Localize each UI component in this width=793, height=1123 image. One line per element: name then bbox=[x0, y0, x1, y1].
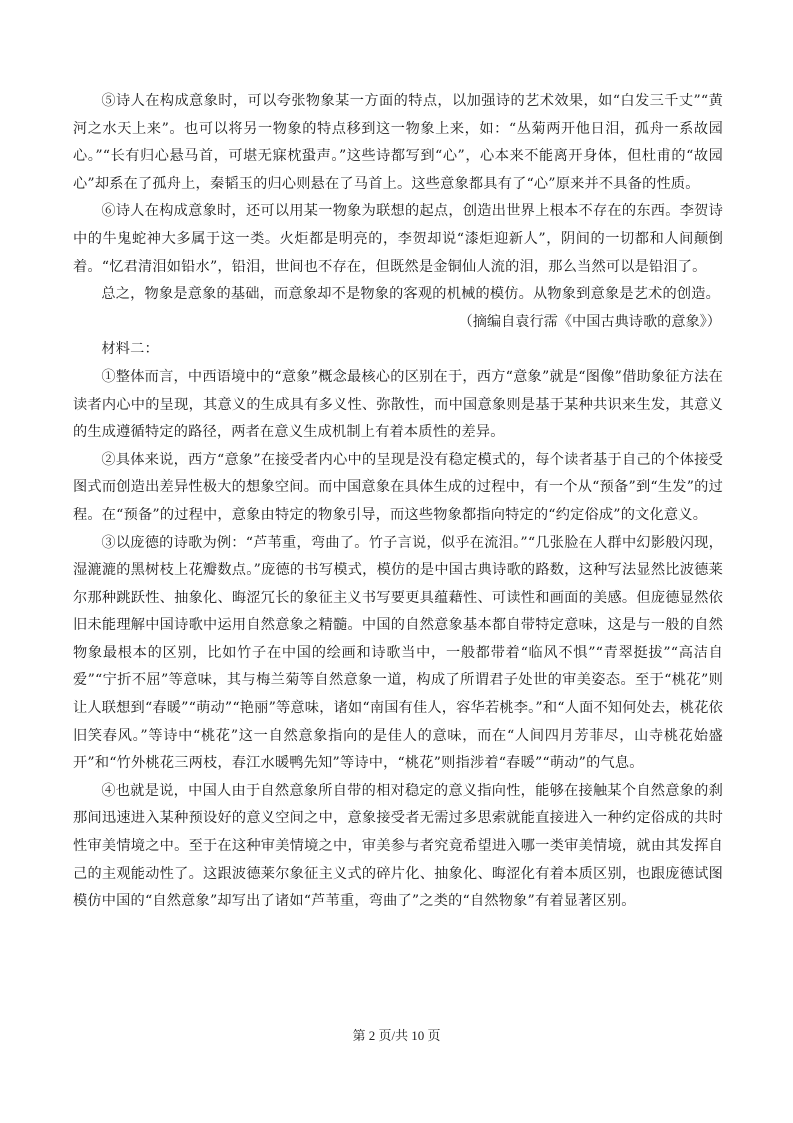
paragraph-6: ⑥诗人在构成意象时，还可以用某一物象为联想的起点，创造出世界上根本不存在的东西。李贺诗中的牛鬼蛇神大多属于这一类。火炬都是明亮的，李贺却说“漆炬迎新人”，阴间的一切都和人间颠倒着。“忆君清泪如铅水”，铅泪，世间也不存在，但既然是金铜仙人流的泪，那么当然可以是铅泪了。 bbox=[73, 203, 723, 275]
page-footer bbox=[0, 1025, 793, 1044]
source-citation: （摘编自袁行霈《中国古典诗歌的意象》） bbox=[458, 313, 721, 330]
material-2-paragraph-4: ④也就是说，中国人由于自然意象所自带的相对稳定的意义指向性，能够在接触某个自然意象的刹那间迅速进入某种预设好的意义空间之中，意象接受者无需过多思索就能直接进入一种约定俗成的共时性审美情境之中。至于在这种审美情境之中，审美参与者究竟希望进入哪一类审美情境，就由其发挥自己的主观能动性了。这跟波德莱尔象征主义式的碎片化、抽象化、晦涩化有着本质区别，也跟庞德试图模仿中国的“自然意象”却写出了诸如“芦苇重，弯曲了”之类的“自然物象”有着显著区别。 bbox=[73, 782, 723, 910]
material-2-paragraph-1: ①整体而言，中西语境中的“意象”概念最核心的区别在于，西方“意象”就是“图像”借助象征方法在读者内心中的呈现，其意义的生成具有多义性、弥散性，而中国意象则是基于某种共识来生发，其意义的生成遵循特定的路径，两者在意义生成机制上有着本质性的差异。 bbox=[73, 368, 723, 441]
material-2-paragraph-2: ②具体来说，西方“意象”在接受者内心中的呈现是没有稳定模式的，每个读者基于自己的个体接受图式而创造出差异性极大的想象空间。而中国意象在具体生成的过程中，有一个从“预备”到“生发”的过程。在“预备”的过程中，意象由特定的物象引导，而这些物象都指向特定的“约定俗成”的文化意义。 bbox=[73, 451, 723, 523]
document-body bbox=[73, 88, 723, 916]
paragraph-5: ⑤诗人在构成意象时，可以夸张物象某一方面的特点，以加强诗的艺术效果，如“白发三千丈”“黄河之水天上来”。也可以将另一物象的特点移到这一物象上来，如：“丛菊两开他日泪，孤舟一系故园心。”“长有归心悬马首，可堪无寐枕蛩声。”这些诗都写到“心”，心本来不能离开身体，但杜甫的“故园心”却系在了孤舟上，秦韬玉的归心则悬在了马首上。这些意象都具有了“心”原来并不具备的性质。 bbox=[73, 93, 723, 192]
material-2-paragraph-3: ③以庞德的诗歌为例：“芦苇重，弯曲了。竹子言说，似乎在流泪。”“几张脸在人群中幻影般闪现，湿漉漉的黑树枝上花瓣数点。”庞德的书写模式，模仿的是中国古典诗歌的路数，这种写法显然比波德莱尔那种跳跃性、抽象化、晦涩冗长的象征主义书写要更具蕴藉性、可读性和画面的美感。但庞德显然依旧未能理解中国诗歌中运用自然意象之精髓。中国的自然意象基本都自带特定意味，这是与一般的自然物象最根本的区别，比如竹子在中国的绘画和诗歌当中，一般都带着“临风不惧”“青翠挺拔”“高洁自爱”“宁折不屈”等意味，其与梅兰菊等自然意象一道，构成了所谓君子处世的审美姿态。至于“桃花”则让人联想到“春暖”“萌动”“艳丽”等意味，诸如“南国有佳人，容华若桃李。”和“人面不知何处去，桃花依旧笑春风。”等诗中“桃花”这一自然意象指向的是佳人的意味，而在“人间四月芳菲尽，山寺桃花始盛开”和“竹外桃花三两枝，春江水暖鸭先知”等诗中，“桃花”则指涉着“春暖”“萌动”的气息。 bbox=[73, 534, 723, 772]
page-number: 第 2 页/共 10 页 bbox=[352, 1028, 441, 1043]
material-2-label: 材料二： bbox=[101, 341, 159, 358]
summary-paragraph: 总之，物象是意象的基础，而意象却不是物象的客观的机械的模仿。从物象到意象是艺术的创造。 bbox=[101, 286, 721, 303]
